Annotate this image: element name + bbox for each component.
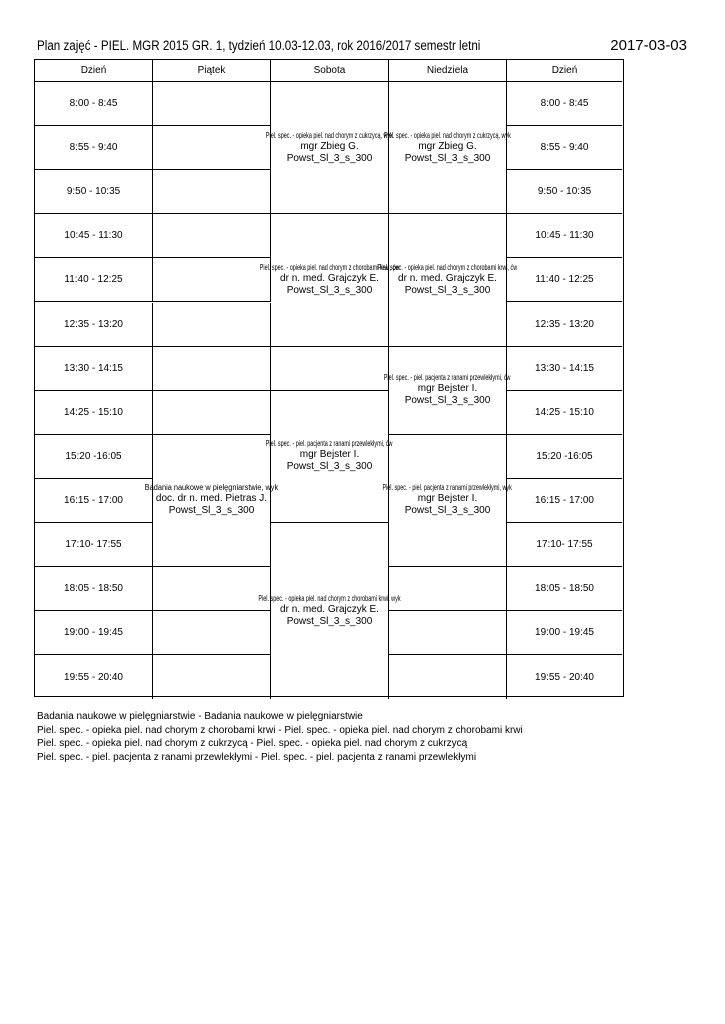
lesson-block xyxy=(384,347,511,435)
empty-slot xyxy=(153,347,271,391)
lesson-room: Powst_Sl_3_s_300 xyxy=(404,505,491,517)
lesson-subject: Piel. spec. - piel. pacjenta z ranami przewlekłymi, ćw xyxy=(384,373,511,383)
empty-slot xyxy=(153,82,271,126)
empty-slot xyxy=(389,567,507,611)
time-slot: 16:15 - 17:00 xyxy=(35,479,153,523)
lesson-subject: Piel. spec. - piel. pacjenta z ranami przewlekłymi, wyk xyxy=(382,483,513,493)
schedule-table xyxy=(34,59,624,697)
lesson-teacher: mgr Zbieg G. xyxy=(418,140,477,152)
time-slot: 8:55 - 9:40 xyxy=(507,126,622,170)
print-date: 2017-03-03 xyxy=(610,37,687,54)
time-slot: 18:05 - 18:50 xyxy=(35,567,153,611)
column-header: Dzień xyxy=(35,60,153,82)
lesson-teacher: mgr Zbieg G. xyxy=(300,140,359,152)
time-slot: 19:00 - 19:45 xyxy=(35,611,153,655)
lesson-block xyxy=(258,523,401,699)
time-slot: 17:10- 17:55 xyxy=(507,523,622,567)
time-slot: 15:20 -16:05 xyxy=(507,435,622,479)
legend-item: Piel. spec. - opieka piel. nad chorym z cukrzycą - Piel. spec. - opieka piel. nad chorym z cukrzycą xyxy=(37,738,468,749)
lesson-subject: Badania naukowe w pielęgniarstwie, wyk xyxy=(144,483,279,493)
time-slot: 9:50 - 10:35 xyxy=(35,170,153,214)
time-slot: 14:25 - 15:10 xyxy=(35,391,153,435)
time-slot: 9:50 - 10:35 xyxy=(507,170,622,214)
empty-slot xyxy=(153,126,271,170)
lesson-room: Powst_Sl_3_s_300 xyxy=(404,284,491,296)
empty-slot xyxy=(153,391,271,435)
lesson-teacher: mgr Bejster I. xyxy=(299,449,360,461)
lesson-block xyxy=(377,214,518,346)
page-title: Plan zajęć - PIEL. MGR 2015 GR. 1, tydzień 10.03-12.03, rok 2016/2017 semestr letni xyxy=(37,38,481,53)
time-slot: 18:05 - 18:50 xyxy=(507,567,622,611)
lesson-subject: Piel. spec. - piel. pacjenta z ranami przewlekłymi, ćw xyxy=(266,439,393,449)
legend-item: Badania naukowe w pielęgniarstwie - Badania naukowe w pielęgniarstwie xyxy=(37,711,363,722)
time-slot: 8:00 - 8:45 xyxy=(507,82,622,126)
empty-slot xyxy=(153,655,271,699)
empty-slot xyxy=(153,567,271,611)
lesson-teacher: mgr Bejster I. xyxy=(417,493,478,505)
time-slot: 12:35 - 13:20 xyxy=(35,303,153,347)
time-slot: 10:45 - 11:30 xyxy=(507,214,622,258)
time-slot: 13:30 - 14:15 xyxy=(507,347,622,391)
lesson-block xyxy=(266,391,393,523)
empty-slot xyxy=(389,611,507,655)
legend xyxy=(37,710,523,764)
lesson-subject: Piel. spec. - opieka piel. nad chorym z chorobami krwi, wyk xyxy=(258,594,401,604)
lesson-teacher: dr n. med. Grajczyk E. xyxy=(280,604,379,616)
lesson-room: Powst_Sl_3_s_300 xyxy=(286,284,373,296)
time-slot: 13:30 - 14:15 xyxy=(35,347,153,391)
time-slot: 14:25 - 15:10 xyxy=(507,391,622,435)
column-header: Piątek xyxy=(153,60,271,82)
time-slot: 8:00 - 8:45 xyxy=(35,82,153,126)
empty-slot xyxy=(153,303,271,347)
lesson-room: Powst_Sl_3_s_300 xyxy=(286,152,373,164)
legend-item: Piel. spec. - piel. pacjenta z ranami przewlekłymi - Piel. spec. - piel. pacjenta z ranami przewlekłymi xyxy=(37,751,477,763)
lesson-teacher: dr n. med. Grajczyk E. xyxy=(398,272,497,284)
column-header: Niedziela xyxy=(389,60,507,82)
column-header: Dzień xyxy=(507,60,622,82)
empty-slot xyxy=(153,214,271,258)
empty-slot xyxy=(389,655,507,699)
empty-slot xyxy=(153,170,271,214)
empty-slot xyxy=(153,611,271,655)
time-slot: 16:15 - 17:00 xyxy=(507,479,622,523)
lesson-teacher: mgr Bejster I. xyxy=(417,383,478,395)
lesson-teacher: doc. dr n. med. Pietras J. xyxy=(155,493,268,505)
time-slot: 15:20 -16:05 xyxy=(35,435,153,479)
lesson-room: Powst_Sl_3_s_300 xyxy=(286,461,373,473)
lesson-room: Powst_Sl_3_s_300 xyxy=(168,505,255,517)
lesson-block xyxy=(259,214,400,346)
lesson-subject: Piel. spec. - opieka piel. nad chorym z cukrzycą, wyk xyxy=(384,130,511,140)
lesson-block xyxy=(144,435,279,567)
time-slot: 17:10- 17:55 xyxy=(35,523,153,567)
column-header: Sobota xyxy=(271,60,389,82)
lesson-room: Powst_Sl_3_s_300 xyxy=(404,395,491,407)
legend-item: Piel. spec. - opieka piel. nad chorym z chorobami krwi - Piel. spec. - opieka piel. nad chorym z chorobami krwi xyxy=(37,724,523,736)
lesson-room: Powst_Sl_3_s_300 xyxy=(286,616,373,628)
lesson-subject: Piel. spec. - opieka piel. nad chorym z cukrzycą, wyk xyxy=(266,130,393,140)
time-slot: 19:55 - 20:40 xyxy=(35,655,153,699)
time-slot: 11:40 - 12:25 xyxy=(35,258,153,302)
time-slot: 19:55 - 20:40 xyxy=(535,671,594,683)
lesson-subject: Piel. spec. - opieka piel. nad chorym z chorobami krwi, ćw xyxy=(259,262,400,272)
time-slot: 12:35 - 13:20 xyxy=(507,303,622,347)
empty-slot xyxy=(153,258,271,302)
lesson-room: Powst_Sl_3_s_300 xyxy=(404,152,491,164)
lesson-teacher: dr n. med. Grajczyk E. xyxy=(280,272,379,284)
time-slot: 19:00 - 19:45 xyxy=(507,611,622,655)
lesson-subject: Piel. spec. - opieka piel. nad chorym z chorobami krwi, ćw xyxy=(377,262,518,272)
time-slot: 11:40 - 12:25 xyxy=(507,258,622,302)
lesson-block xyxy=(266,82,393,214)
time-slot: 8:55 - 9:40 xyxy=(35,126,153,170)
lesson-block xyxy=(384,82,511,214)
lesson-block xyxy=(382,435,513,567)
empty-slot xyxy=(271,347,389,391)
time-slot: 10:45 - 11:30 xyxy=(35,214,153,258)
